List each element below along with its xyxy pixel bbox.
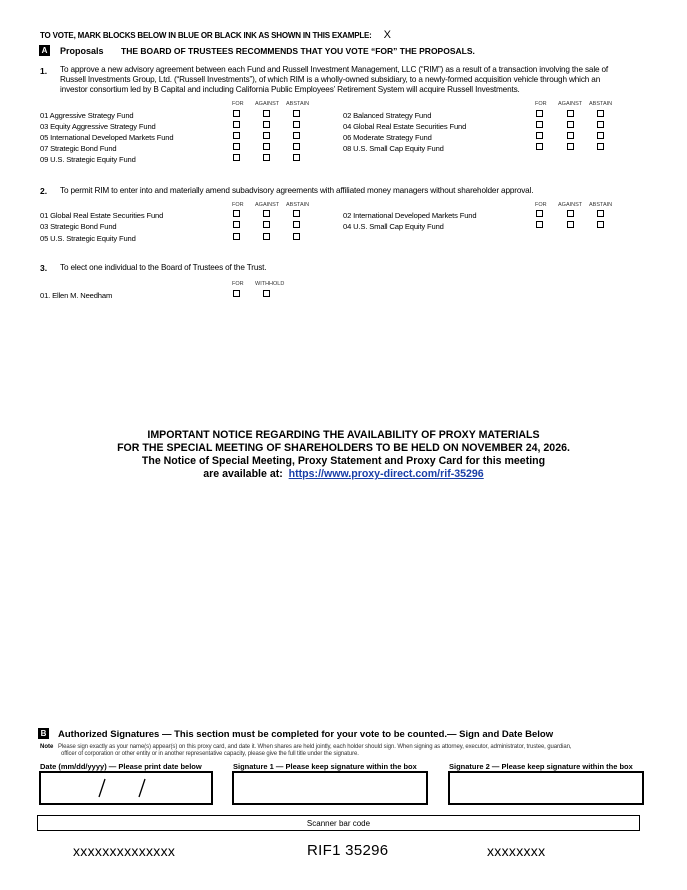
- instructions-text: TO VOTE, MARK BLOCKS BELOW IN BLUE OR BLACK INK AS SHOWN IN THIS EXAMPLE:: [40, 31, 372, 40]
- section-a-badge: A: [39, 45, 50, 56]
- p2-fund-label: 02 International Developed Markets Fund: [343, 211, 477, 220]
- p2-03-for-checkbox[interactable]: [233, 221, 240, 228]
- p1-right-col-for: FOR: [535, 101, 547, 107]
- signature-2-box[interactable]: [448, 771, 644, 805]
- p1-fund-label: 03 Equity Aggressive Strategy Fund: [40, 122, 156, 131]
- proposal-3-number: 3.: [40, 263, 48, 273]
- p2-fund-label: 03 Strategic Bond Fund: [40, 222, 117, 231]
- p1-fund-label: 07 Strategic Bond Fund: [40, 144, 117, 153]
- p1-04-abstain-checkbox[interactable]: [597, 121, 604, 128]
- notice-line-1: IMPORTANT NOTICE REGARDING THE AVAILABILITY OF PROXY MATERIALS: [147, 429, 540, 441]
- note-line: officer of corporation or other entity or in another representative capacity, please give the full title under the signature.: [61, 751, 359, 757]
- section-b-label: Authorized Signatures — This section must be completed for your vote to be counted.— Sign and Date Below: [58, 729, 554, 740]
- p1-04-against-checkbox[interactable]: [567, 121, 574, 128]
- p2-fund-label: 04 U.S. Small Cap Equity Fund: [343, 222, 444, 231]
- p1-09-against-checkbox[interactable]: [263, 154, 270, 161]
- p1-02-against-checkbox[interactable]: [567, 110, 574, 117]
- p1-04-for-checkbox[interactable]: [536, 121, 543, 128]
- date-field[interactable]: [39, 771, 213, 805]
- p2-05-for-checkbox[interactable]: [233, 233, 240, 240]
- p2-01-for-checkbox[interactable]: [233, 210, 240, 217]
- p1-01-abstain-checkbox[interactable]: [293, 110, 300, 117]
- p1-07-for-checkbox[interactable]: [233, 143, 240, 150]
- p2-05-against-checkbox[interactable]: [263, 233, 270, 240]
- section-b-badge: B: [38, 728, 49, 739]
- p2-right-col-abstain: ABSTAIN: [589, 202, 613, 208]
- notice-line-2: FOR THE SPECIAL MEETING OF SHAREHOLDERS TO BE HELD ON NOVEMBER 24, 2026.: [117, 442, 570, 454]
- signature-note: [58, 744, 658, 758]
- p2-02-abstain-checkbox[interactable]: [597, 210, 604, 217]
- date-separators: [41, 773, 211, 803]
- p1-fund-label: 02 Balanced Strategy Fund: [343, 111, 432, 120]
- nominee-label: 01. Ellen M. Needham: [40, 291, 113, 300]
- p2-02-against-checkbox[interactable]: [567, 210, 574, 217]
- p1-08-abstain-checkbox[interactable]: [597, 143, 604, 150]
- p1-08-for-checkbox[interactable]: [536, 143, 543, 150]
- proposal-1-text: [60, 65, 650, 95]
- p1-02-abstain-checkbox[interactable]: [597, 110, 604, 117]
- footer-center-code: RIF1 35296: [307, 842, 389, 859]
- p1-09-for-checkbox[interactable]: [233, 154, 240, 161]
- signature-2-label: Signature 2 — Please keep signature within the box: [449, 762, 633, 771]
- p2-01-against-checkbox[interactable]: [263, 210, 270, 217]
- p1-09-abstain-checkbox[interactable]: [293, 154, 300, 161]
- p1-fund-label: 04 Global Real Estate Securities Fund: [343, 122, 467, 131]
- proposal-3-text: To elect one individual to the Board of Trustees of the Trust.: [60, 263, 267, 272]
- p1-fund-label: 06 Moderate Strategy Fund: [343, 133, 432, 142]
- p2-01-abstain-checkbox[interactable]: [293, 210, 300, 217]
- p1-07-against-checkbox[interactable]: [263, 143, 270, 150]
- p3-col-withhold: WITHHOLD: [255, 281, 285, 287]
- p2-04-abstain-checkbox[interactable]: [597, 221, 604, 228]
- p1-left-col-abstain: ABSTAIN: [286, 101, 310, 107]
- p2-left-col-abstain: ABSTAIN: [286, 202, 310, 208]
- proxy-materials-notice: [0, 429, 687, 481]
- p1-05-against-checkbox[interactable]: [263, 132, 270, 139]
- p1-01-for-checkbox[interactable]: [233, 110, 240, 117]
- p2-04-for-checkbox[interactable]: [536, 221, 543, 228]
- footer-left-code: xxxxxxxxxxxxxx: [73, 843, 176, 859]
- p1-left-col-against: AGAINST: [255, 101, 280, 107]
- section-a-label: Proposals: [60, 46, 104, 56]
- p1-right-col-abstain: ABSTAIN: [589, 101, 613, 107]
- proposal-2-text: To permit RIM to enter into and materially amend subadvisory agreements with affiliated money managers without shareholder approval.: [60, 186, 534, 195]
- voting-instructions: [40, 29, 391, 41]
- p2-fund-label: 05 U.S. Strategic Equity Fund: [40, 234, 136, 243]
- p1-06-abstain-checkbox[interactable]: [597, 132, 604, 139]
- notice-line-3: The Notice of Special Meeting, Proxy Statement and Proxy Card for this meeting: [141, 455, 546, 467]
- board-recommendation-heading: THE BOARD OF TRUSTEES RECOMMENDS THAT YOU VOTE “FOR” THE PROPOSALS.: [121, 46, 475, 56]
- p1-05-abstain-checkbox[interactable]: [293, 132, 300, 139]
- example-mark: X: [383, 29, 391, 41]
- p2-right-col-against: AGAINST: [558, 202, 583, 208]
- notice-prefix: are available at:: [203, 468, 283, 480]
- p1-06-against-checkbox[interactable]: [567, 132, 574, 139]
- p2-04-against-checkbox[interactable]: [567, 221, 574, 228]
- proxy-materials-link[interactable]: https://www.proxy-direct.com/rif-35296: [288, 468, 484, 480]
- signature-1-box[interactable]: [232, 771, 428, 805]
- signature-1-label: Signature 1 — Please keep signature within the box: [233, 762, 417, 771]
- p2-left-col-against: AGAINST: [255, 202, 280, 208]
- notice-line-4: [0, 468, 687, 481]
- p1-03-abstain-checkbox[interactable]: [293, 121, 300, 128]
- p1-left-col-for: FOR: [232, 101, 244, 107]
- proposal-1-line: investor consortium led by B Capital and including California Public Employees’ Retirement System will acquire Russell Investments.: [60, 85, 520, 94]
- p2-03-against-checkbox[interactable]: [263, 221, 270, 228]
- p2-02-for-checkbox[interactable]: [536, 210, 543, 217]
- p1-fund-label: 01 Aggressive Strategy Fund: [40, 111, 134, 120]
- p1-05-for-checkbox[interactable]: [233, 132, 240, 139]
- p1-01-against-checkbox[interactable]: [263, 110, 270, 117]
- proposal-1-line: Russell Investments Group, Ltd. (“Russell Investments”), of which RIM is a wholly-owned subsidiary, to a newly-formed acquisition vehicle through which an: [60, 75, 601, 84]
- p2-fund-label: 01 Global Real Estate Securities Fund: [40, 211, 164, 220]
- proposal-1-number: 1.: [40, 66, 48, 76]
- proposal-2-number: 2.: [40, 186, 48, 196]
- p1-07-abstain-checkbox[interactable]: [293, 143, 300, 150]
- p3-01-withhold-checkbox[interactable]: [263, 290, 270, 297]
- p1-fund-label: 05 International Developed Markets Fund: [40, 133, 174, 142]
- p1-03-against-checkbox[interactable]: [263, 121, 270, 128]
- p1-03-for-checkbox[interactable]: [233, 121, 240, 128]
- p1-right-col-against: AGAINST: [558, 101, 583, 107]
- p1-fund-label: 08 U.S. Small Cap Equity Fund: [343, 144, 444, 153]
- p2-03-abstain-checkbox[interactable]: [293, 221, 300, 228]
- p3-01-for-checkbox[interactable]: [233, 290, 240, 297]
- p1-08-against-checkbox[interactable]: [567, 143, 574, 150]
- note-label: Note: [40, 744, 54, 750]
- p3-col-for: FOR: [232, 281, 244, 287]
- p2-right-col-for: FOR: [535, 202, 547, 208]
- scanner-barcode-box: Scanner bar code: [37, 815, 640, 831]
- note-line: Please sign exactly as your name(s) appear(s) on this proxy card, and date it. When shares are held jointly, each holder should sign. When signing as attorney, executor, administrator, trustee, guardian,: [58, 744, 572, 750]
- proposal-1-line: To approve a new advisory agreement between each Fund and Russell Investment Management, LLC (“RIM”) as a result of a transaction involving the sale of: [60, 65, 609, 74]
- p2-left-col-for: FOR: [232, 202, 244, 208]
- p1-02-for-checkbox[interactable]: [536, 110, 543, 117]
- p2-05-abstain-checkbox[interactable]: [293, 233, 300, 240]
- footer-right-code: xxxxxxxx: [487, 843, 546, 859]
- p1-06-for-checkbox[interactable]: [536, 132, 543, 139]
- p1-fund-label: 09 U.S. Strategic Equity Fund: [40, 155, 136, 164]
- date-field-label: Date (mm/dd/yyyy) — Please print date below: [40, 762, 202, 771]
